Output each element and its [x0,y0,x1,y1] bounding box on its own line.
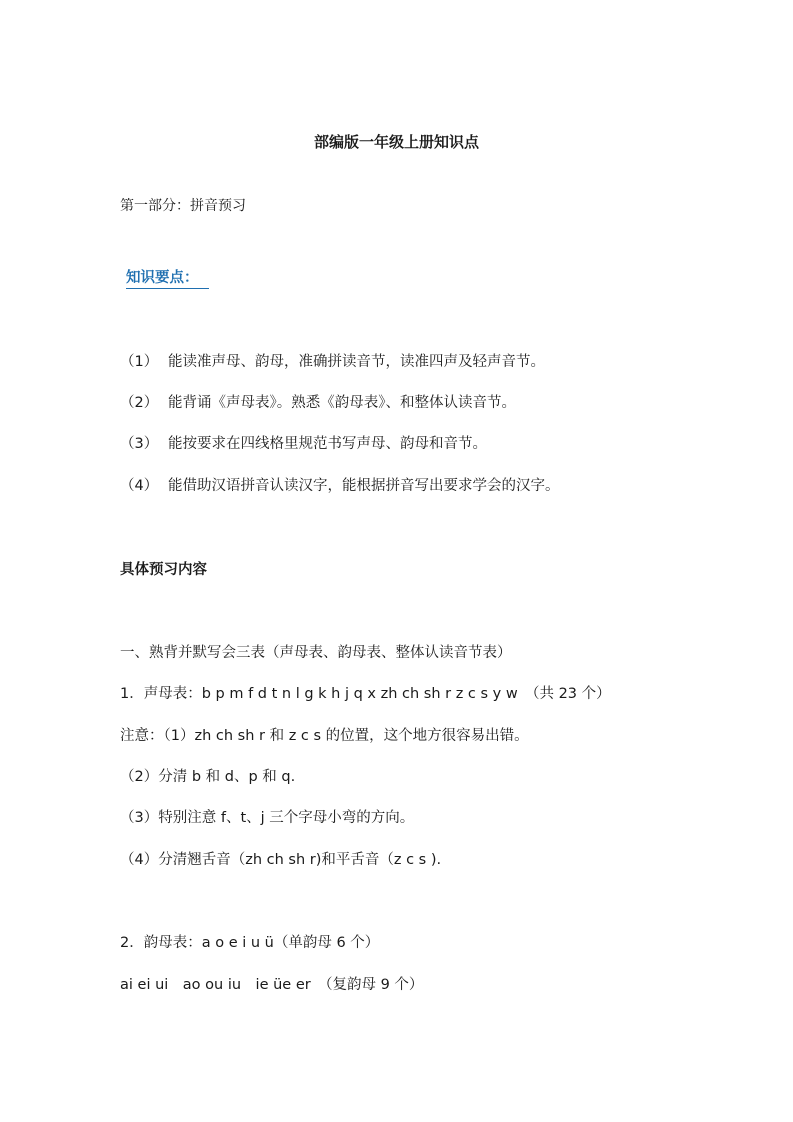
key-point-text: 能按要求在四线格里规范书写声母、韵母和音节。 [168,436,487,452]
key-point-number: （3） [120,436,159,452]
key-point-number: （4） [120,478,159,494]
content-line: （2）分清 b 和 d、p 和 q. [120,769,296,785]
content-line: 1．声母表：b p m f d t n l g k h j q x zh ch sh r z c s y w （共 23 个） [120,686,611,702]
key-points-label: 知识要点： [126,268,209,289]
key-point-text: 能读准声母、韵母，准确拼读音节，读准四声及轻声音节。 [168,354,545,370]
content-line: （4）分清翘舌音（zh ch sh r)和平舌音（z c s ). [120,852,442,868]
content-line: 一、熟背并默写会三表（声母表、韵母表、整体认读音节表） [120,645,512,661]
section-heading: 具体预习内容 [120,562,207,578]
key-point-item [120,434,487,454]
key-point-text: 能借助汉语拼音认读汉字，能根据拼音写出要求学会的汉字。 [168,478,560,494]
key-point-number: （1） [120,354,159,370]
key-point-text: 能背诵《声母表》。熟悉《韵母表》、和整体认读音节。 [168,395,516,411]
document-title: 部编版一年级上册知识点 [313,133,479,151]
key-point-number: （2） [120,395,159,411]
key-point-item [120,476,560,496]
content-line: ai ei ui ao ou iu ie üe er （复韵母 9 个） [120,977,424,993]
part-heading: 第一部分：拼音预习 [120,198,246,214]
content-line: 2．韵母表：a o e i u ü（单韵母 6 个） [120,935,380,951]
key-point-item [120,393,516,413]
content-line: （3）特别注意 f、t、j 三个字母小弯的方向。 [120,810,415,826]
content-line: 注意：（1）zh ch sh r 和 z c s 的位置，这个地方很容易出错。 [120,728,529,744]
key-point-item [120,352,545,372]
